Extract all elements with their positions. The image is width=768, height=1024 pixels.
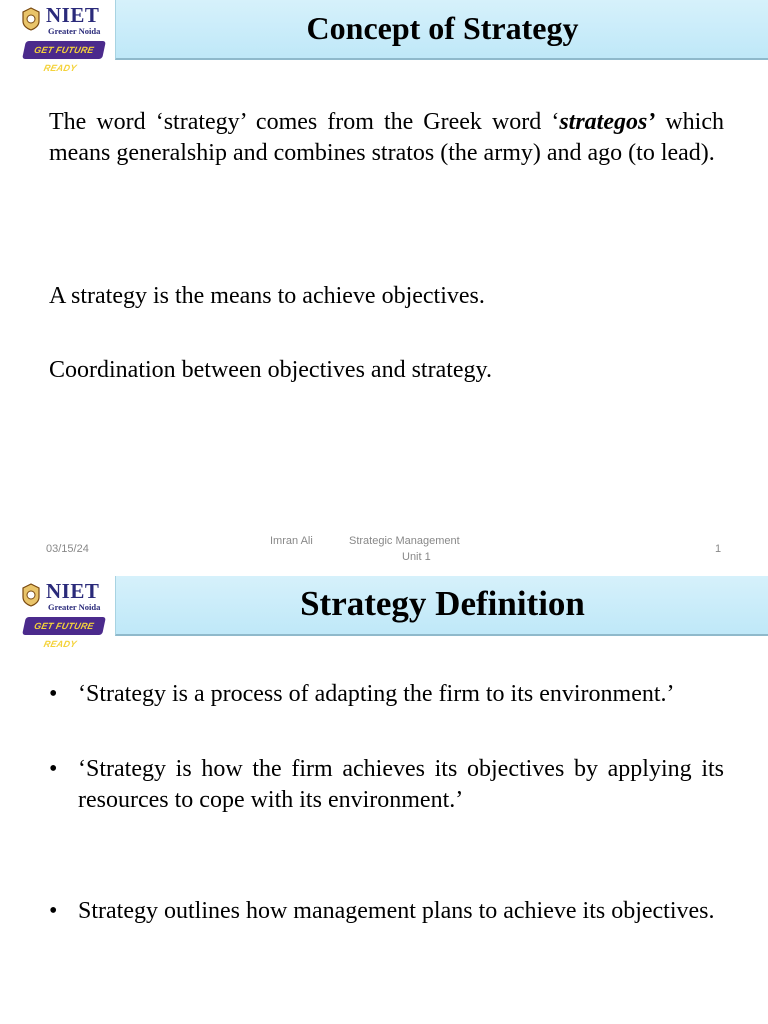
footer-author: Imran Ali: [270, 535, 313, 547]
footer-course: Strategic Management: [349, 535, 460, 547]
niet-logo: [18, 579, 108, 649]
slide-title: Concept of Strategy: [306, 10, 579, 46]
logo-subtitle: Greater Noida: [48, 26, 101, 36]
means-paragraph: A strategy is the means to achieve objectives.: [49, 283, 485, 309]
bullet-marker: •: [49, 898, 58, 924]
title-bar: [115, 576, 768, 636]
title-bar: [115, 0, 768, 60]
slide-2: [0, 576, 768, 1024]
bullet-text: ‘Strategy is how the firm achieves its objectives by applying its resources to cope with its environment.’: [78, 756, 724, 813]
college-seal-icon: [21, 583, 41, 607]
emphasis-term: strategos’: [559, 109, 656, 135]
college-seal-icon: [21, 7, 41, 31]
footer-unit: Unit 1: [402, 551, 431, 563]
slide-title: Strategy Definition: [300, 584, 585, 623]
bullet-text: Strategy outlines how management plans to achieve its objectives.: [78, 898, 715, 924]
bullet-marker: •: [49, 681, 58, 707]
paragraph-text-end: which means generalship and combines stratos (the army) and ago (to lead).: [49, 109, 724, 166]
paragraph-text-start: The word ‘strategy’ comes from the Greek word ‘: [49, 109, 560, 135]
footer-page-number: 1: [715, 543, 722, 555]
coordination-paragraph: Coordination between objectives and strategy.: [49, 357, 492, 383]
bullet-marker: •: [49, 756, 58, 782]
logo-subtitle: Greater Noida: [48, 602, 101, 612]
logo-brand: NIET: [46, 579, 100, 603]
definition-paragraph: [49, 107, 724, 169]
logo-brand: NIET: [46, 3, 100, 27]
footer-date: 03/15/24: [46, 543, 89, 555]
bullet-text: ‘Strategy is a process of adapting the firm to its environment.’: [78, 681, 675, 707]
logo-ribbon: GET FUTURE READY: [22, 617, 106, 635]
logo-ribbon: GET FUTURE READY: [22, 41, 106, 59]
niet-logo: [18, 3, 108, 73]
